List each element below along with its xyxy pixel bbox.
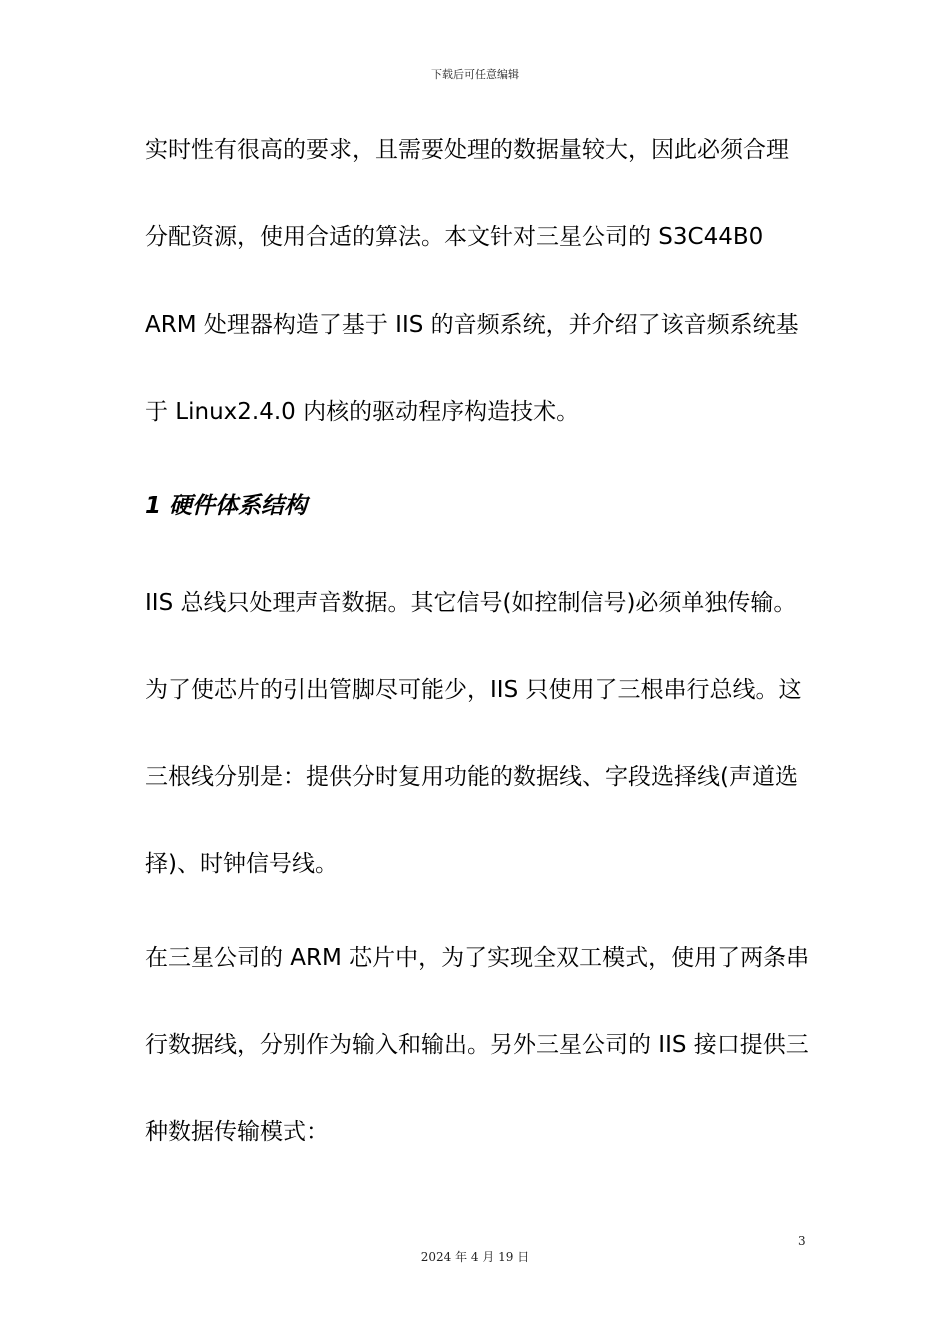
body-text-line: 三根线分别是：提供分时复用功能的数据线、字段选择线(声道选	[145, 764, 798, 790]
body-text-line: 行数据线，分别作为输入和输出。另外三星公司的 IIS 接口提供三	[145, 1032, 809, 1058]
page-number: 3	[798, 1234, 806, 1248]
body-text-line: ARM 处理器构造了基于 IIS 的音频系统，并介绍了该音频系统基	[145, 312, 799, 338]
body-text-line: 择)、时钟信号线。	[145, 851, 338, 877]
body-text-line: 分配资源，使用合适的算法。本文针对三星公司的 S3C44B0	[145, 224, 764, 250]
body-text-line: 种数据传输模式：	[145, 1119, 329, 1145]
header-note: 下载后可任意编辑	[431, 68, 519, 81]
body-text-line: 实时性有很高的要求，且需要处理的数据量较大，因此必须合理	[145, 137, 789, 163]
body-text-line: IIS 总线只处理声音数据。其它信号(如控制信号)必须单独传输。	[145, 590, 797, 616]
body-text-line: 为了使芯片的引出管脚尽可能少，IIS 只使用了三根串行总线。这	[145, 677, 802, 703]
section-heading: 1 硬件体系结构	[145, 493, 308, 519]
footer-date: 2024 年 4 月 19 日	[420, 1250, 530, 1264]
body-text-line: 在三星公司的 ARM 芯片中，为了实现全双工模式，使用了两条串	[145, 945, 810, 971]
body-text-line: 于 Linux2.4.0 内核的驱动程序构造技术。	[145, 399, 580, 425]
